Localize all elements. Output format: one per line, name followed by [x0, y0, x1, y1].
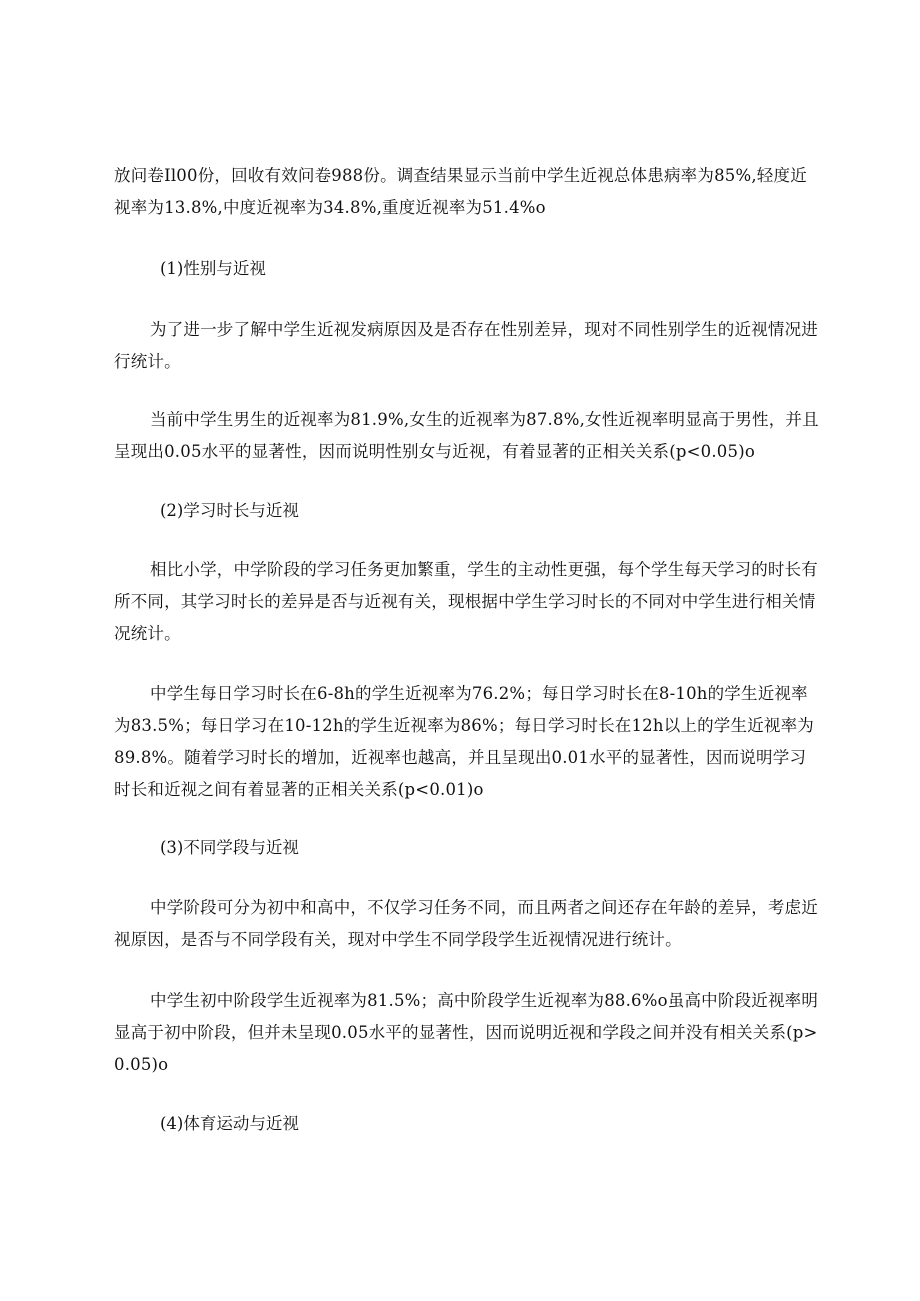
- study-time-result-paragraph: 中学生每日学习时长在6-8h的学生近视率为76.2%；每日学习时长在8-10h的学生近视率为83.5%；每日学习在10-12h的学生近视率为86%；每日学习时长在12h以上的学生近视率为89.8%。随着学习时长的增加，近视率也越高，并且呈现出0.01水平的显著性，因而说明学习时长和近视之间有着显著的正相关关系(p<0.01)o: [114, 684, 815, 799]
- school-stage-intro-paragraph: 中学阶段可分为初中和高中，不仅学习任务不同，而且两者之间还存在年龄的差异，考虑近视原因，是否与不同学段有关，现对中学生不同学段学生近视情况进行统计。: [114, 898, 818, 949]
- study-time-intro-paragraph: 相比小学，中学阶段的学习任务更加繁重，学生的主动性更强，每个学生每天学习的时长有所不同，其学习时长的差异是否与近视有关，现根据中学生学习时长的不同对中学生进行相关情况统计。: [114, 560, 818, 643]
- section-heading-study-time: (2)学习时长与近视: [160, 501, 299, 520]
- school-stage-result-paragraph: 中学生初中阶段学生近视率为81.5%；高中阶段学生近视率为88.6%o虽高中阶段近视率明显高于初中阶段，但并未呈现0.05水平的显著性，因而说明近视和学段之间并没有相关关系(p>0.05)o: [114, 991, 819, 1074]
- section-heading-sports: (4)体育运动与近视: [160, 1114, 299, 1133]
- section-heading-gender: (1)性别与近视: [160, 259, 266, 278]
- section-heading-school-stage: (3)不同学段与近视: [160, 838, 299, 857]
- gender-intro-paragraph: 为了进一步了解中学生近视发病原因及是否存在性别差异，现对不同性别学生的近视情况进行统计。: [114, 320, 818, 371]
- gender-result-paragraph: 当前中学生男生的近视率为81.9%,女生的近视率为87.8%,女性近视率明显高于男性，并且呈现出0.05水平的显著性，因而说明性别女与近视，有着显著的正相关关系(p<0.05)o: [114, 410, 819, 461]
- intro-paragraph: 放问卷Il00份，回收有效问卷988份。调查结果显示当前中学生近视总体患病率为85%,轻度近视率为13.8%,中度近视率为34.8%,重度近视率为51.4%o: [114, 166, 807, 217]
